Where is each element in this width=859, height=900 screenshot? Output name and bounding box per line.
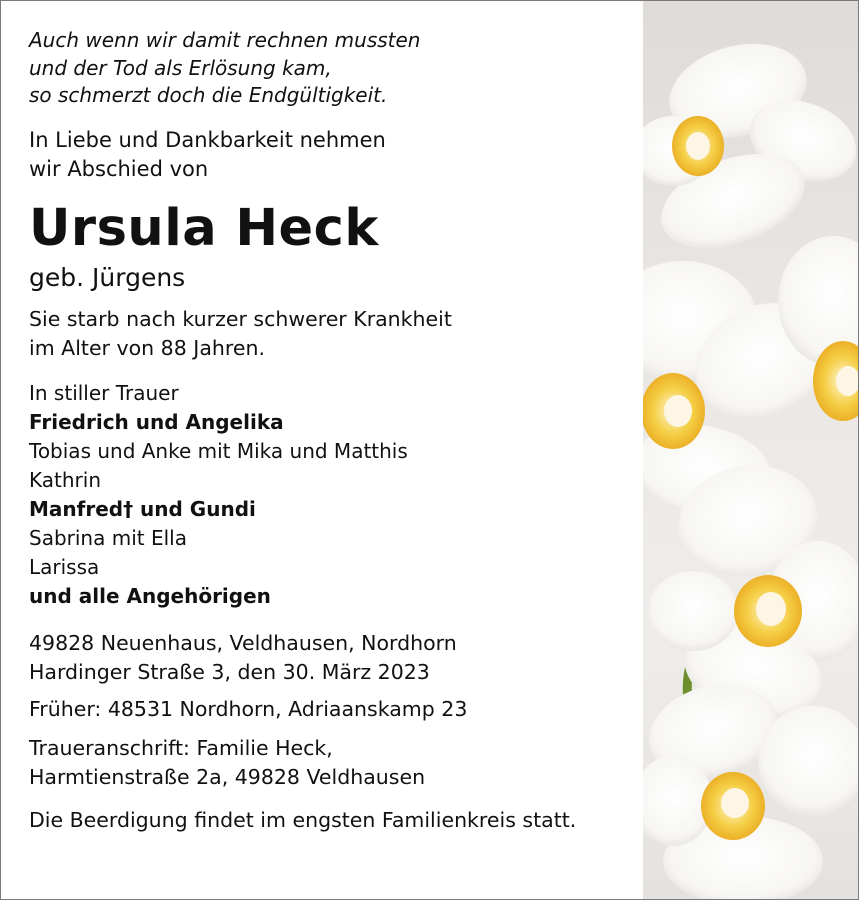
mourner-entry: Friedrich und Angelika: [29, 409, 284, 434]
mourning-address-line: Traueranschrift: Familie Heck,: [29, 735, 333, 760]
white-orchid-flowers-icon: [643, 1, 858, 899]
mourning-address-line: Harmtienstraße 2a, 49828 Veldhausen: [29, 764, 426, 789]
death-info-line: im Alter von 88 Jahren.: [29, 335, 265, 360]
funeral-note: Die Beerdigung findet im engsten Familienkreis statt.: [29, 807, 577, 832]
mourning-address: [29, 734, 629, 792]
death-info: [29, 305, 629, 363]
mourner-entry: Tobias und Anke mit Mika und Matthis: [29, 438, 408, 463]
mourner-entry: und alle Angehörigen: [29, 583, 271, 608]
intro-text: [29, 126, 629, 184]
mourners-heading: In stiller Trauer: [29, 380, 179, 405]
motto-line: Auch wenn wir damit rechnen mussten: [29, 28, 421, 52]
place-and-date: [29, 629, 629, 687]
date-line: Hardinger Straße 3, den 30. März 2023: [29, 659, 430, 684]
mourner-entry: Manfred† und Gundi: [29, 496, 256, 521]
orchid-flower: [643, 29, 858, 266]
mourner-entry: Kathrin: [29, 467, 101, 492]
motto-line: und der Tod als Erlösung kam,: [29, 55, 332, 80]
mourners-list: [29, 379, 629, 611]
motto-verse: [29, 27, 629, 110]
earlier-address: Früher: 48531 Nordhorn, Adriaanskamp 23: [29, 696, 468, 721]
motto-line: so schmerzt doch die Endgültigkeit.: [29, 83, 388, 107]
death-info-line: Sie starb nach kurzer schwerer Krankheit: [29, 306, 452, 331]
deceased-name: Ursula Heck: [29, 198, 379, 258]
mourner-entry: Sabrina mit Ella: [29, 525, 187, 550]
maiden-name: geb. Jürgens: [29, 262, 186, 292]
orchid-image: [643, 1, 858, 899]
orchid-flower: [643, 671, 858, 899]
intro-line: wir Abschied von: [29, 156, 209, 181]
intro-line: In Liebe und Dankbarkeit nehmen: [29, 127, 386, 152]
notice-text-column: [29, 27, 629, 835]
place-line: 49828 Neuenhaus, Veldhausen, Nordhorn: [29, 630, 457, 655]
mourner-entry: Larissa: [29, 554, 100, 579]
